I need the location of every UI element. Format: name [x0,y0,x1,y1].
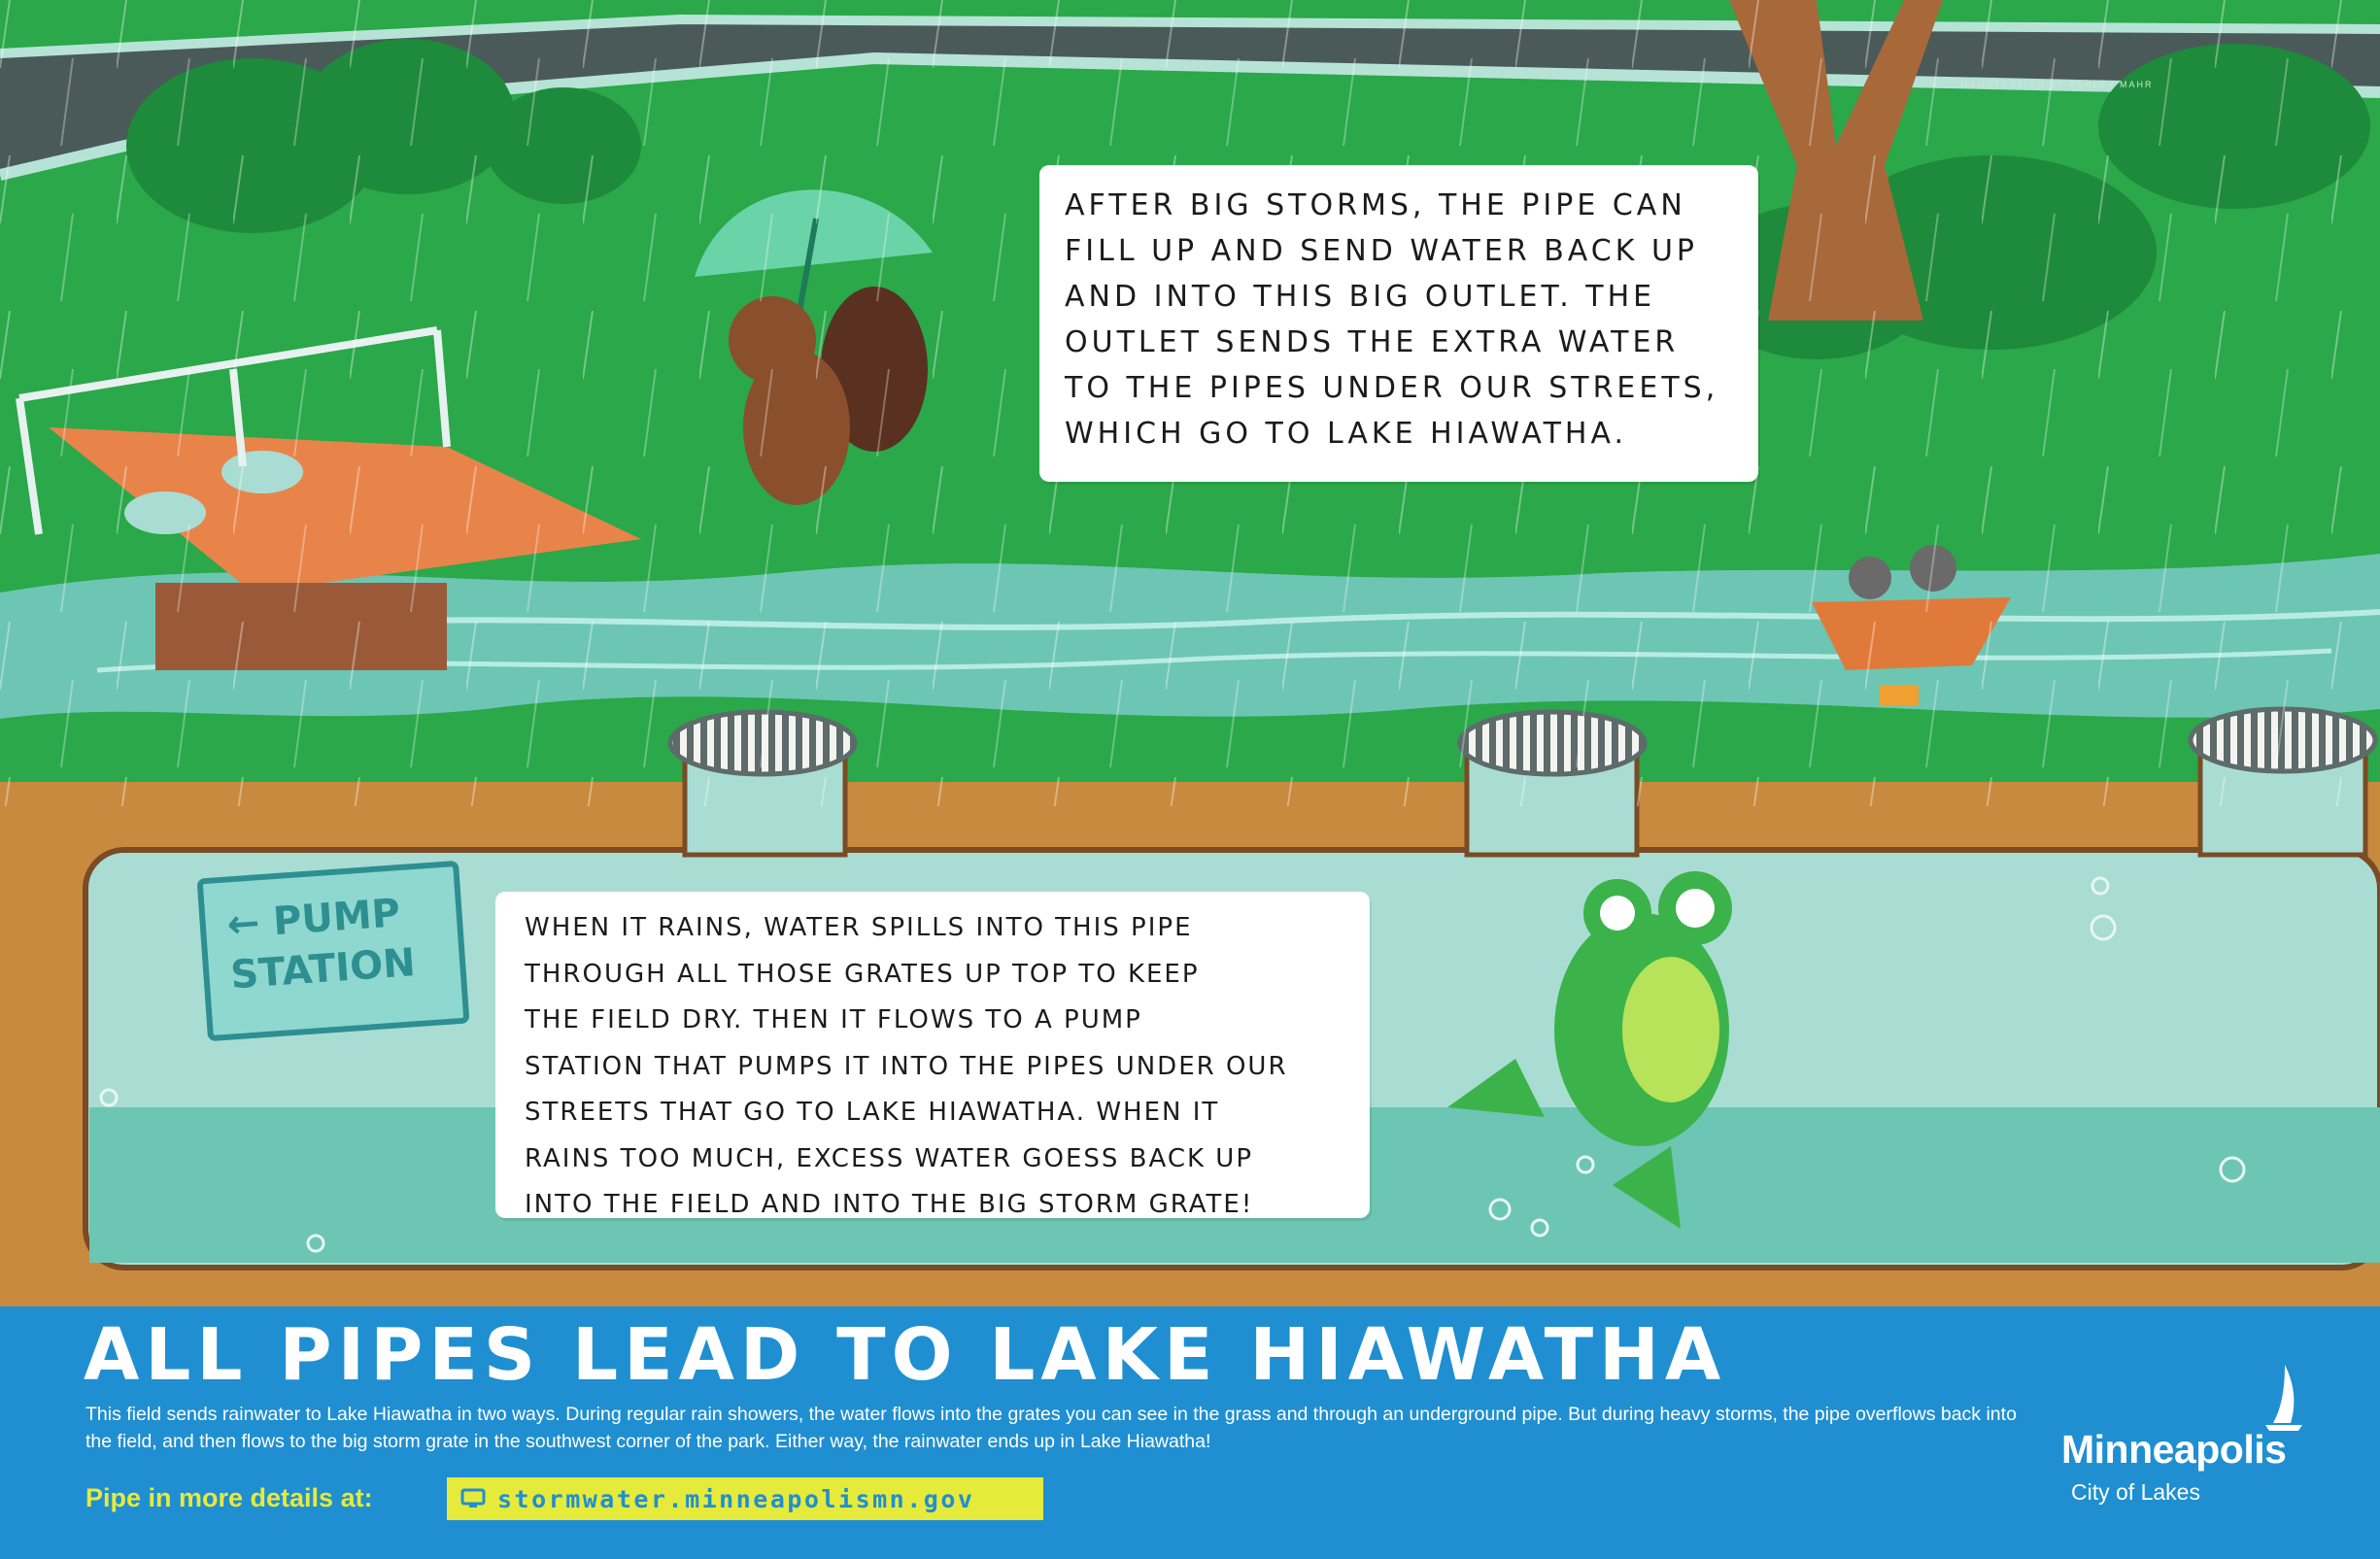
bubble-line: AFTER BIG STORMS, THE PIPE CAN [1065,188,1686,222]
bubble-line: STATION THAT PUMPS IT INTO THE PIPES UNDER OUR [525,1051,1288,1081]
bubble-line: WHICH GO TO LAKE HIAWATHA. [1065,417,1627,451]
stormwater-url: stormwater.minneapolismn.gov [497,1484,975,1513]
bubble-line: WHEN IT RAINS, WATER SPILLS INTO THIS PIPE [525,913,1193,942]
bubble-line: FILL UP AND SEND WATER BACK UP [1065,234,1698,268]
bubble-line: AND INTO THIS BIG OUTLET. THE [1065,280,1656,314]
poster-title: ALL PIPES LEAD TO LAKE HIAWATHA [84,1313,1727,1397]
bubble-line: THROUGH ALL THOSE GRATES UP TOP TO KEEP [525,959,1200,989]
bubble-line: STREETS THAT GO TO LAKE HIAWATHA. WHEN IT [525,1098,1220,1127]
sign-line: STATION [228,940,418,999]
frog-speech-bubble [495,892,1370,1218]
bubble-line: THE FIELD DRY. THEN IT FLOWS TO A PUMP [525,1005,1142,1034]
sail-icon [2260,1365,2308,1431]
squirrel-speech-bubble [1039,165,1758,482]
more-details-label: Pipe in more details at: [85,1483,373,1512]
poster-description: This field sends rainwater to Lake Hiawatha in two ways. During regular rain showers, the water flows into the grates you can see in the grass and through an underground pipe. But during heavy storms, the pipe overflows back into the field, and then flows to the big storm grate in the southwest corner of the park. Either way, the rainwater ends up in Lake Hiawatha! [85,1404,2017,1452]
stormwater-link[interactable] [447,1477,1043,1520]
bubble-line: OUTLET SENDS THE EXTRA WATER [1065,325,1680,359]
bubble-line: RAINS TOO MUCH, EXCESS WATER GOESS BACK UP [525,1143,1254,1173]
monitor-icon [460,1488,486,1509]
bubble-line: TO THE PIPES UNDER OUR STREETS, [1065,371,1719,405]
bubble-line: INTO THE FIELD AND INTO THE BIG STORM GRATE! [525,1190,1254,1219]
sign-line: ← PUMP [225,891,402,948]
illustration-credit: ILLUSTRATION BY ASHLEY MAHR [1960,80,2154,89]
logo-tagline: City of Lakes [2071,1479,2200,1505]
logo-wordmark: Minneapolis [2061,1427,2287,1472]
pump-station-sign [196,861,469,1041]
